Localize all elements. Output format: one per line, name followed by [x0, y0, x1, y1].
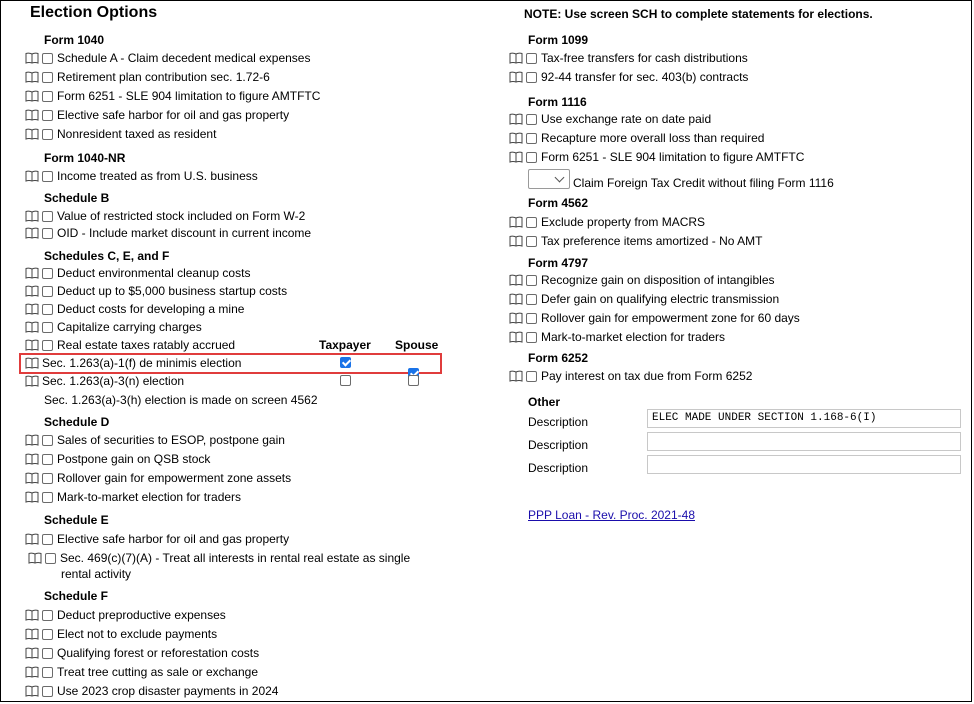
- election-label: Use exchange rate on date paid: [541, 112, 712, 126]
- election-checkbox[interactable]: [42, 667, 53, 678]
- book-icon[interactable]: [25, 267, 39, 279]
- election-label: Mark-to-market election for traders: [541, 330, 726, 344]
- election-checkbox[interactable]: [42, 610, 53, 621]
- election-checkbox[interactable]: [526, 133, 537, 144]
- book-icon[interactable]: [25, 109, 39, 121]
- section-schedule-f: Schedule F: [44, 589, 109, 603]
- book-icon[interactable]: [509, 312, 523, 324]
- election-row-capitalize-carrying-charges: [25, 318, 202, 336]
- election-label: Use 2023 crop disaster payments in 2024: [57, 684, 279, 698]
- election-label: Form 6251 - SLE 904 limitation to figure AMTFTC: [57, 89, 321, 103]
- book-icon[interactable]: [25, 533, 39, 545]
- election-checkbox[interactable]: [42, 110, 53, 121]
- election-row-schedule-a-claim-decedent-medical-expens: [25, 49, 310, 67]
- election-label: Qualifying forest or reforestation costs: [57, 646, 260, 660]
- description-label-2: Description: [528, 438, 589, 452]
- book-icon[interactable]: [25, 339, 39, 351]
- election-checkbox[interactable]: [526, 152, 537, 163]
- election-row-sec-263n: [25, 372, 184, 390]
- book-icon[interactable]: [25, 227, 39, 239]
- election-checkbox[interactable]: [42, 171, 53, 182]
- section-schedule-b: Schedule B: [44, 191, 110, 205]
- election-label: Deduct costs for developing a mine: [57, 302, 245, 316]
- election-row-elect-not-to-exclude-payments: [25, 625, 217, 643]
- election-label: Exclude property from MACRS: [541, 215, 706, 229]
- election-row-tax-preference-items-amortized-no-amt: [509, 232, 762, 250]
- description-input-1[interactable]: ELEC MADE UNDER SECTION 1.168-6(I): [647, 409, 961, 428]
- election-checkbox[interactable]: [42, 340, 53, 351]
- election-label: Real estate taxes ratably accrued: [57, 338, 236, 352]
- section-form-1116: Form 1116: [528, 95, 587, 109]
- book-icon[interactable]: [509, 132, 523, 144]
- election-checkbox[interactable]: [42, 534, 53, 545]
- election-row-retirement-plan-contribution-sec-1-72-6: [25, 68, 270, 86]
- election-checkbox[interactable]: [42, 322, 53, 333]
- election-label: Sales of securities to ESOP, postpone gain: [57, 433, 285, 447]
- election-checkbox[interactable]: [526, 53, 537, 64]
- de-minimis-taxpayer-checkbox[interactable]: [340, 357, 351, 368]
- election-row-sales-of-securities-to-esop-postpone-gai: [25, 431, 285, 449]
- election-checkbox[interactable]: [526, 217, 537, 228]
- election-row-de-minimis: [25, 354, 241, 372]
- note-text: NOTE: Use screen SCH to complete statements for elections.: [524, 7, 873, 21]
- election-checkbox[interactable]: [526, 275, 537, 286]
- sec-469-label: Sec. 469(c)(7)(A) - Treat all interests in rental real estate as single: [60, 551, 411, 565]
- election-row-rollover-gain-for-empowerment-zone-asset: [25, 469, 291, 487]
- election-row-deduct-costs-for-developing-a-mine: [25, 300, 244, 318]
- book-icon[interactable]: [25, 375, 39, 387]
- election-label: Tax preference items amortized - No AMT: [541, 234, 763, 248]
- sec-263n-label: Sec. 1.263(a)-3(n) election: [42, 374, 185, 388]
- election-label: Recapture more overall loss than required: [541, 131, 765, 145]
- election-label: Deduct preproductive expenses: [57, 608, 226, 622]
- book-icon[interactable]: [509, 331, 523, 343]
- election-label: Nonresident taxed as resident: [57, 127, 217, 141]
- election-row-tax-free-transfers-for-cash-distribution: [509, 49, 748, 67]
- election-checkbox[interactable]: [42, 492, 53, 503]
- election-row-mark-to-market-election-for-traders: [509, 328, 725, 346]
- election-row-elective-safe-harbor-for-oil-and-gas-pro: [25, 530, 289, 548]
- description-input-2[interactable]: [647, 432, 961, 451]
- sec-263h-note: Sec. 1.263(a)-3(h) election is made on screen 4562: [44, 393, 318, 407]
- book-icon[interactable]: [25, 210, 39, 222]
- book-icon[interactable]: [509, 370, 523, 382]
- section-schedule-d: Schedule D: [44, 415, 110, 429]
- description-input-3[interactable]: [647, 455, 961, 474]
- section-form-4797: Form 4797: [528, 256, 589, 270]
- election-checkbox[interactable]: [42, 454, 53, 465]
- book-icon[interactable]: [25, 666, 39, 678]
- book-icon[interactable]: [25, 128, 39, 140]
- election-label: Defer gain on qualifying electric transmission: [541, 292, 780, 306]
- book-icon[interactable]: [25, 685, 39, 697]
- election-row-defer-gain-on-qualifying-electric-transm: [509, 290, 779, 308]
- sec-263n-taxpayer-checkbox[interactable]: [340, 375, 351, 386]
- election-checkbox[interactable]: [42, 629, 53, 640]
- book-icon[interactable]: [25, 52, 39, 64]
- book-icon[interactable]: [25, 170, 39, 182]
- election-label: Treat tree cutting as sale or exchange: [57, 665, 258, 679]
- election-row-use-exchange-rate-on-date-paid: [509, 110, 711, 128]
- election-checkbox[interactable]: [526, 114, 537, 125]
- election-row-postpone-gain-on-qsb-stock: [25, 450, 210, 468]
- election-checkbox[interactable]: [526, 332, 537, 343]
- election-checkbox[interactable]: [42, 53, 53, 64]
- election-row-pay-interest-on-tax-due-from-form-6252: [509, 367, 752, 385]
- election-checkbox[interactable]: [42, 72, 53, 83]
- election-label: Tax-free transfers for cash distributions: [541, 51, 748, 65]
- book-icon[interactable]: [25, 303, 39, 315]
- election-label: OID - Include market discount in current income: [57, 226, 312, 240]
- foreign-tax-credit-select[interactable]: [528, 169, 570, 189]
- book-icon[interactable]: [509, 235, 523, 247]
- book-icon[interactable]: [25, 628, 39, 640]
- election-checkbox[interactable]: [526, 72, 537, 83]
- election-row-income-treated-as-from-u-s-business: [25, 167, 258, 185]
- taxpayer-column-header: Taxpayer: [319, 338, 371, 352]
- election-row-rollover-gain-for-empowerment-zone-for-6: [509, 309, 800, 327]
- election-label: Postpone gain on QSB stock: [57, 452, 211, 466]
- election-label: 92-44 transfer for sec. 403(b) contracts: [541, 70, 749, 84]
- election-row-deduct-up-to-5-000-business-startup-cost: [25, 282, 287, 300]
- election-checkbox[interactable]: [526, 236, 537, 247]
- book-icon[interactable]: [509, 274, 523, 286]
- election-row-recognize-gain-on-disposition-of-intangi: [509, 271, 775, 289]
- book-icon[interactable]: [25, 472, 39, 484]
- election-label: Schedule A - Claim decedent medical expenses: [57, 51, 311, 65]
- election-checkbox[interactable]: [526, 371, 537, 382]
- election-label: Value of restricted stock included on Form W-2: [57, 209, 306, 223]
- election-checkbox[interactable]: [42, 473, 53, 484]
- sec-469-label-continued: rental activity: [61, 567, 132, 581]
- election-row-oid-include-market-discount-in-current-i: [25, 224, 311, 242]
- book-icon[interactable]: [509, 113, 523, 125]
- book-icon[interactable]: [28, 552, 42, 564]
- election-label: Elective safe harbor for oil and gas property: [57, 108, 290, 122]
- section-form-4562: Form 4562: [528, 196, 589, 210]
- book-icon[interactable]: [509, 151, 523, 163]
- election-row-treat-tree-cutting-as-sale-or-exchange: [25, 663, 258, 681]
- section-form-1040-nr: Form 1040-NR: [44, 151, 126, 165]
- election-checkbox[interactable]: [42, 129, 53, 140]
- section-schedules-cef: Schedules C, E, and F: [44, 249, 170, 263]
- book-icon[interactable]: [509, 216, 523, 228]
- election-checkbox[interactable]: [526, 294, 537, 305]
- book-icon[interactable]: [25, 90, 39, 102]
- book-icon[interactable]: [509, 71, 523, 83]
- election-row-form-6251-sle-904-limitation-to-figure-a: [25, 87, 320, 105]
- description-label-3: Description: [528, 461, 589, 475]
- book-icon[interactable]: [25, 647, 39, 659]
- book-icon[interactable]: [25, 453, 39, 465]
- election-label: Rollover gain for empowerment zone for 60 days: [541, 311, 800, 325]
- election-row-recapture-more-overall-loss-than-require: [509, 129, 764, 147]
- election-row-use-2023-crop-disaster-payments-in-2024: [25, 682, 278, 700]
- election-row-nonresident-taxed-as-resident: [25, 125, 216, 143]
- election-row-mark-to-market-election-for-traders: [25, 488, 241, 506]
- election-label: Mark-to-market election for traders: [57, 490, 242, 504]
- chevron-down-icon: [555, 173, 565, 183]
- election-checkbox[interactable]: [42, 211, 53, 222]
- section-form-1099: Form 1099: [528, 33, 589, 47]
- election-label: Income treated as from U.S. business: [57, 169, 258, 183]
- election-row-exclude-property-from-macrs: [509, 213, 705, 231]
- election-row-form-6251-sle-904-limitation-to-figure-a: [509, 148, 804, 166]
- election-label: Form 6251 - SLE 904 limitation to figure AMTFTC: [541, 150, 805, 164]
- sec-469-checkbox[interactable]: [45, 553, 56, 564]
- election-row-92-44-transfer-for-sec-403-b-contracts: [509, 68, 748, 86]
- election-row-deduct-environmental-cleanup-costs: [25, 264, 250, 282]
- election-row-sec-469: [28, 549, 410, 567]
- description-label-1: Description: [528, 415, 589, 429]
- election-label: Pay interest on tax due from Form 6252: [541, 369, 753, 383]
- section-schedule-e: Schedule E: [44, 513, 109, 527]
- book-icon[interactable]: [25, 491, 39, 503]
- election-label: Elect not to exclude payments: [57, 627, 218, 641]
- election-label: Retirement plan contribution sec. 1.72-6: [57, 70, 270, 84]
- election-row-qualifying-forest-or-reforestation-costs: [25, 644, 259, 662]
- election-checkbox[interactable]: [526, 313, 537, 324]
- election-row-value-of-restricted-stock-included-on-fo: [25, 207, 305, 225]
- book-icon[interactable]: [25, 321, 39, 333]
- book-icon[interactable]: [25, 434, 39, 446]
- election-checkbox[interactable]: [42, 435, 53, 446]
- election-label: Deduct up to $5,000 business startup costs: [57, 284, 288, 298]
- book-icon[interactable]: [25, 285, 39, 297]
- book-icon[interactable]: [509, 293, 523, 305]
- book-icon[interactable]: [25, 609, 39, 621]
- election-checkbox[interactable]: [42, 304, 53, 315]
- election-checkbox[interactable]: [42, 686, 53, 697]
- section-other: Other: [528, 395, 561, 409]
- de-minimis-label: Sec. 1.263(a)-1(f) de minimis election: [42, 356, 242, 370]
- election-label: Rollover gain for empowerment zone assets: [57, 471, 292, 485]
- book-icon[interactable]: [509, 52, 523, 64]
- page-title: Election Options: [30, 4, 158, 21]
- book-icon[interactable]: [25, 71, 39, 83]
- ppp-loan-link[interactable]: PPP Loan - Rev. Proc. 2021-48: [528, 508, 695, 522]
- election-checkbox[interactable]: [42, 648, 53, 659]
- election-checkbox[interactable]: [42, 91, 53, 102]
- election-row-real-estate-taxes-ratably-accrued: [25, 336, 235, 354]
- sec-263n-spouse-checkbox[interactable]: [408, 375, 419, 386]
- election-row-elective-safe-harbor-for-oil-and-gas-pro: [25, 106, 289, 124]
- foreign-tax-credit-label: Claim Foreign Tax Credit without filing Form 1116: [573, 176, 834, 190]
- election-label: Recognize gain on disposition of intangibles: [541, 273, 775, 287]
- section-form-1040: Form 1040: [44, 33, 105, 47]
- election-checkbox[interactable]: [42, 228, 53, 239]
- election-label: Deduct environmental cleanup costs: [57, 266, 251, 280]
- election-label: Capitalize carrying charges: [57, 320, 202, 334]
- election-checkbox[interactable]: [42, 286, 53, 297]
- election-checkbox[interactable]: [42, 268, 53, 279]
- book-icon[interactable]: [25, 357, 39, 369]
- election-row-deduct-preproductive-expenses: [25, 606, 226, 624]
- section-form-6252: Form 6252: [528, 351, 589, 365]
- election-label: Elective safe harbor for oil and gas property: [57, 532, 290, 546]
- spouse-column-header: Spouse: [395, 338, 439, 352]
